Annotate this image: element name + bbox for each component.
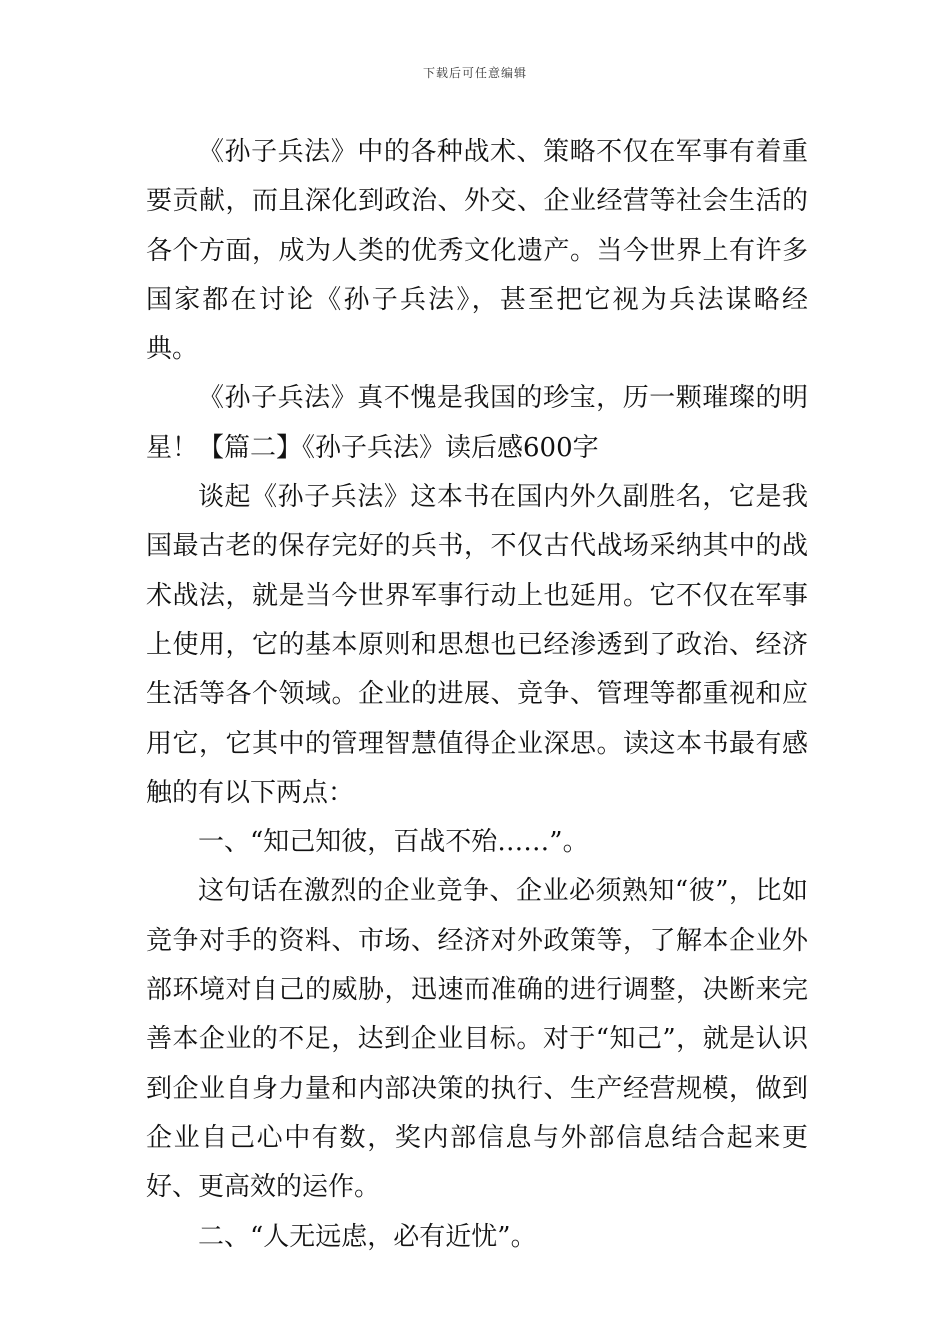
document-body — [146, 128, 808, 1262]
paragraph-point-one-detail: 这句话在激烈的企业竞争、企业必须熟知“彼”，比如竞争对手的资料、市场、经济对外政策等，了解本企业外部环境对自己的威胁，迅速而准确的进行调整，决断来完善本企业的不足，达到企业目标。对于“知己”，就是认识到企业自身力量和内部决策的执行、生产经营规模，做到企业自己心中有数，奖内部信息与外部信息结合起来更好、更高效的运作。 — [146, 876, 808, 1203]
paragraph-essay-two: 谈起《孙子兵法》这本书在国内外久副胜名，它是我国最古老的保存完好的兵书，不仅古代战场采纳其中的战术战法，就是当今世界军事行动上也延用。它不仅在军事上使用，它的基本原则和思想也已经渗透到了政治、经济生活等各个领域。企业的进展、竞争、管理等都重视和应用它，它其中的管理智慧值得企业深思。读这本书最有感触的有以下两点： — [146, 482, 808, 808]
paragraph-treasure: 《孙子兵法》真不愧是我国的珍宝，历一颗璀璨的明星！【篇二】《孙子兵法》读后感600字 — [146, 383, 808, 463]
paragraph-intro: 《孙子兵法》中的各种战术、策略不仅在军事有着重要贡献，而且深化到政治、外交、企业经营等社会生活的各个方面，成为人类的优秀文化遗产。当今世界上有许多国家都在讨论《孙子兵法》，甚至把它视为兵法谋略经典。 — [146, 137, 808, 365]
page-header-note: 下载后可任意编辑 — [422, 66, 527, 80]
paragraph-point-two: 二、“人无远虑，必有近忧”。 — [198, 1221, 537, 1252]
paragraph-point-one: 一、“知己知彼，百战不殆……”。 — [198, 827, 589, 858]
